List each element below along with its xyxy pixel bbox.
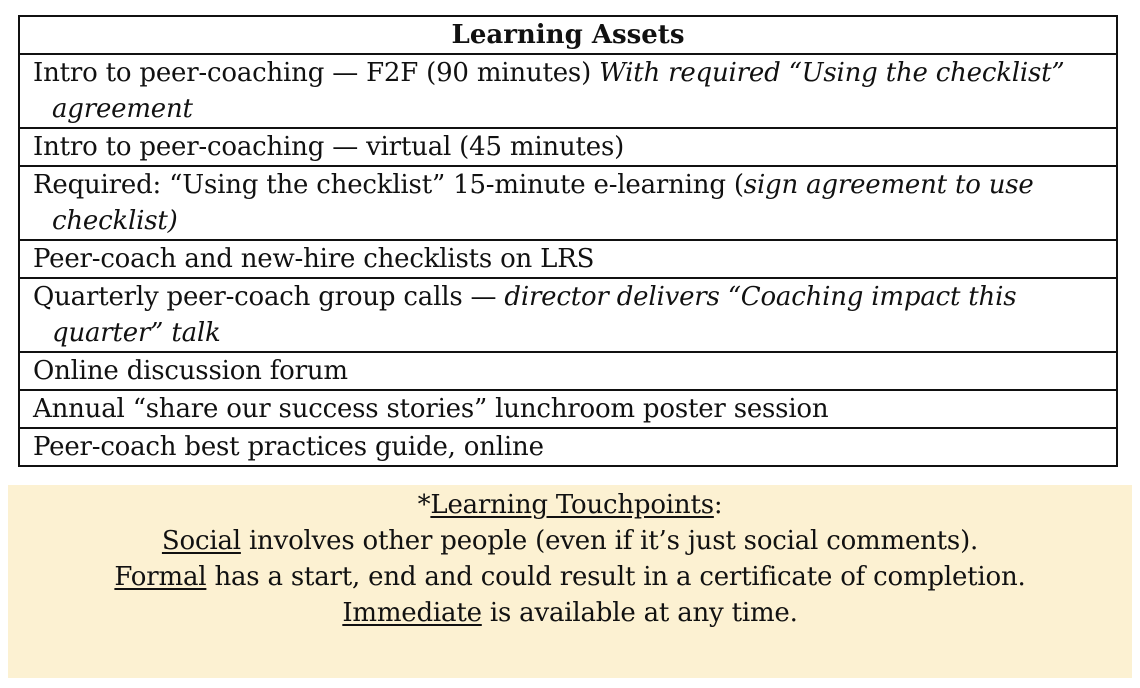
asset-text: Intro to peer-coaching — F2F (90 minutes) (33, 58, 600, 88)
learning-touchpoints-note (8, 485, 1132, 678)
asset-note: director delivers “Coaching impact this quarter” talk (52, 282, 1017, 348)
touchpoint-term: Formal (114, 562, 207, 592)
asset-text: Peer-coach and new-hire checklists on LRS (33, 244, 595, 274)
touchpoint-definition: has a start, end and could result in a certificate of completion. (206, 562, 1026, 592)
asset-note: With required “Using the checklist” agreement (52, 58, 1065, 124)
touchpoint-definition: is available at any time. (481, 598, 798, 628)
touchpoint-social (8, 523, 1132, 559)
learning-assets-table (18, 15, 1118, 467)
table-header-row (19, 16, 1117, 54)
asset-cell (19, 428, 1117, 466)
touchpoint-term: Immediate (342, 598, 482, 628)
asset-cell (19, 352, 1117, 390)
table-header: Learning Assets (19, 16, 1117, 54)
asset-cell (19, 128, 1117, 166)
asset-text: Online discussion forum (33, 356, 348, 386)
table-row (19, 240, 1117, 278)
table-row (19, 128, 1117, 166)
asset-text: Annual “share our success stories” lunchroom poster session (33, 394, 829, 424)
asset-cell (19, 54, 1117, 128)
asset-note: sign agreement to use checklist) (52, 170, 1034, 236)
touchpoints-heading (8, 487, 1132, 523)
asset-cell (19, 166, 1117, 240)
asset-text: Required: “Using the checklist” 15-minute e-learning ( (33, 170, 744, 200)
asset-text: Quarterly peer-coach group calls — (33, 282, 505, 312)
touchpoints-colon: : (713, 490, 723, 520)
table-row (19, 390, 1117, 428)
asset-text: Intro to peer-coaching — virtual (45 minutes) (33, 132, 625, 162)
table-row (19, 428, 1117, 466)
touchpoint-definition: involves other people (even if it’s just social comments). (240, 526, 979, 556)
touchpoints-title: Learning Touchpoints (430, 490, 714, 520)
table-row (19, 278, 1117, 352)
touchpoint-immediate (8, 595, 1132, 631)
table-row (19, 352, 1117, 390)
table-row (19, 54, 1117, 128)
asterisk: * (417, 490, 431, 520)
asset-cell (19, 278, 1117, 352)
table-row (19, 166, 1117, 240)
asset-text: Peer-coach best practices guide, online (33, 432, 544, 462)
touchpoint-formal (8, 559, 1132, 595)
asset-cell (19, 390, 1117, 428)
asset-cell (19, 240, 1117, 278)
touchpoint-term: Social (161, 526, 241, 556)
